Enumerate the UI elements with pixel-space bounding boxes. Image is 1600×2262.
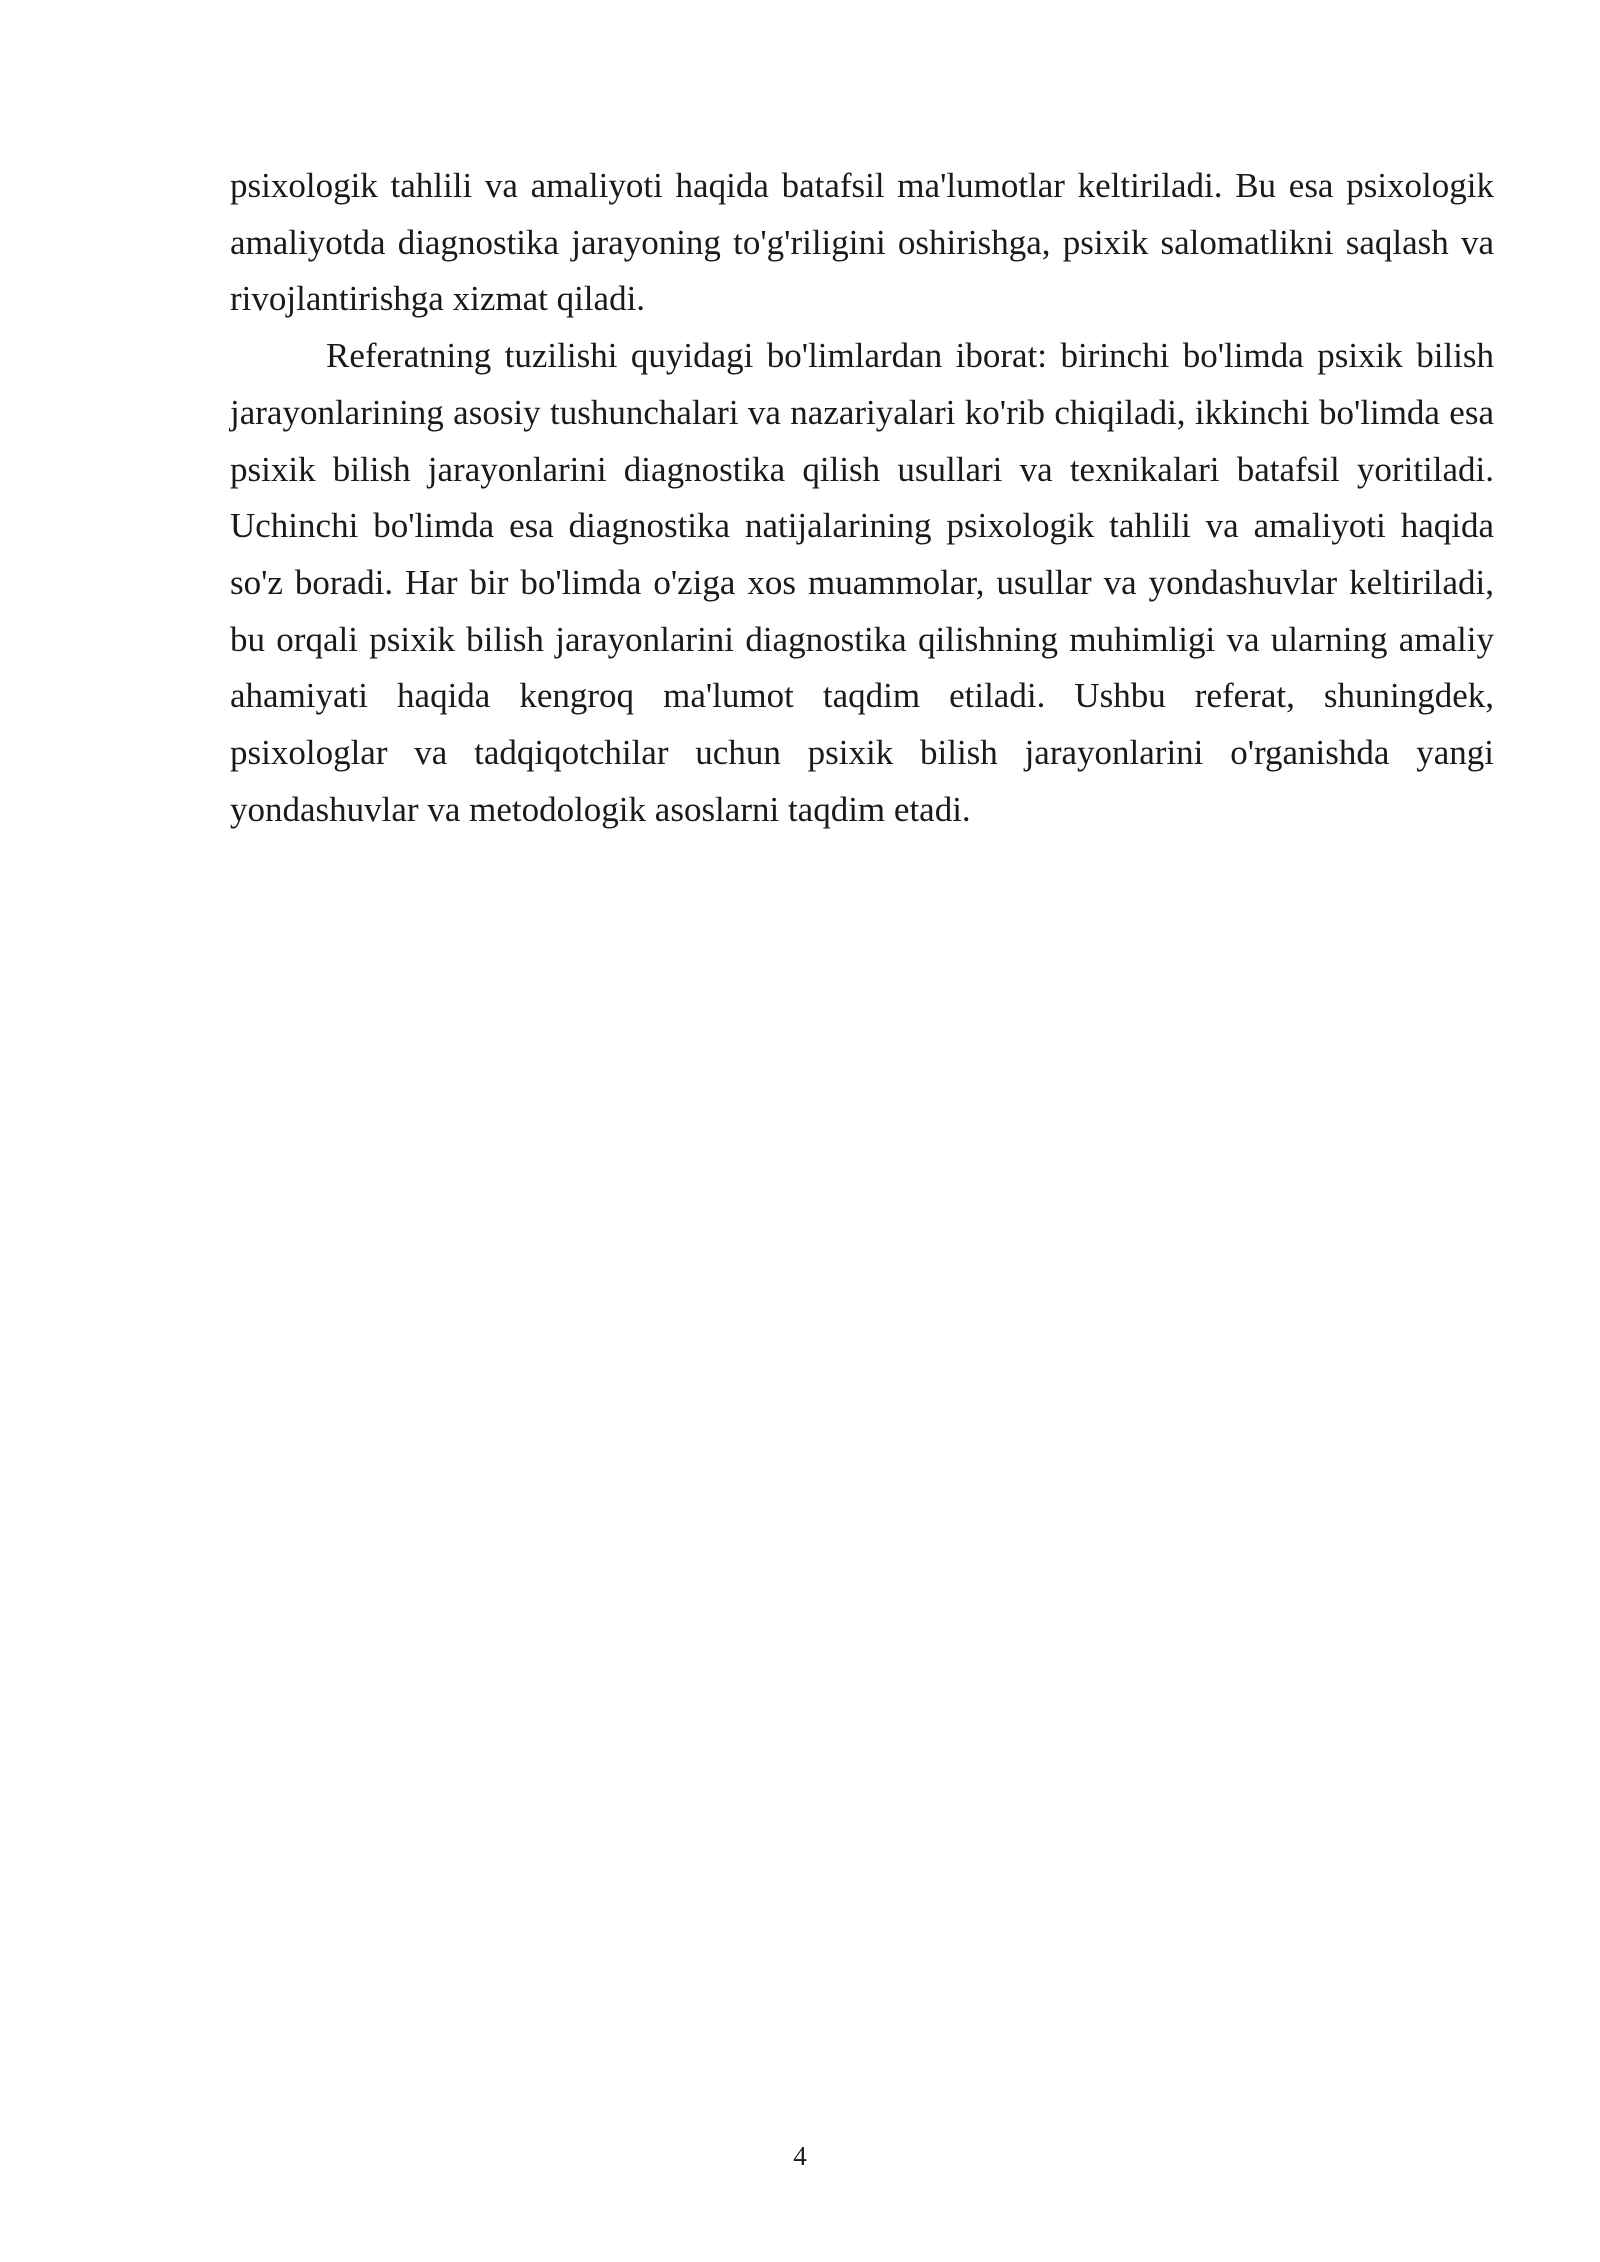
paragraph-continuation: psixologik tahlili va amaliyoti haqida batafsil ma'lumotlar keltiriladi. Bu esa psixologik amaliyotda diagnostika jarayoning to'g'riligini oshirishga, psixik salomatlikni saqlash va rivojlantirishga xizmat qiladi. — [230, 166, 1494, 319]
document-body — [230, 158, 1494, 838]
page-number: 4 — [793, 2141, 807, 2171]
paragraph-structure: Referatning tuzilishi quyidagi bo'limlardan iborat: birinchi bo'limda psixik bilish jarayonlarining asosiy tushunchalari va nazariyalari ko'rib chiqiladi, ikkinchi bo'limda esa psixik bilish jarayonlarini diagnostika qilish usullari va texnikalari batafsil yoritiladi. Uchinchi bo'limda esa diagnostika natijalarining psixologik tahlili va amaliyoti haqida so'z boradi. Har bir bo'limda o'ziga xos muammolar, usullar va yondashuvlar keltiriladi, bu orqali psixik bilish jarayonlarini diagnostika qilishning muhimligi va ularning amaliy ahamiyati haqida kengroq ma'lumot taqdim etiladi. Ushbu referat, shuningdek, psixologlar va tadqiqotchilar uchun psixik bilish jarayonlarini o'rganishda yangi yondashuvlar va metodologik asoslarni taqdim etadi. — [230, 336, 1494, 829]
